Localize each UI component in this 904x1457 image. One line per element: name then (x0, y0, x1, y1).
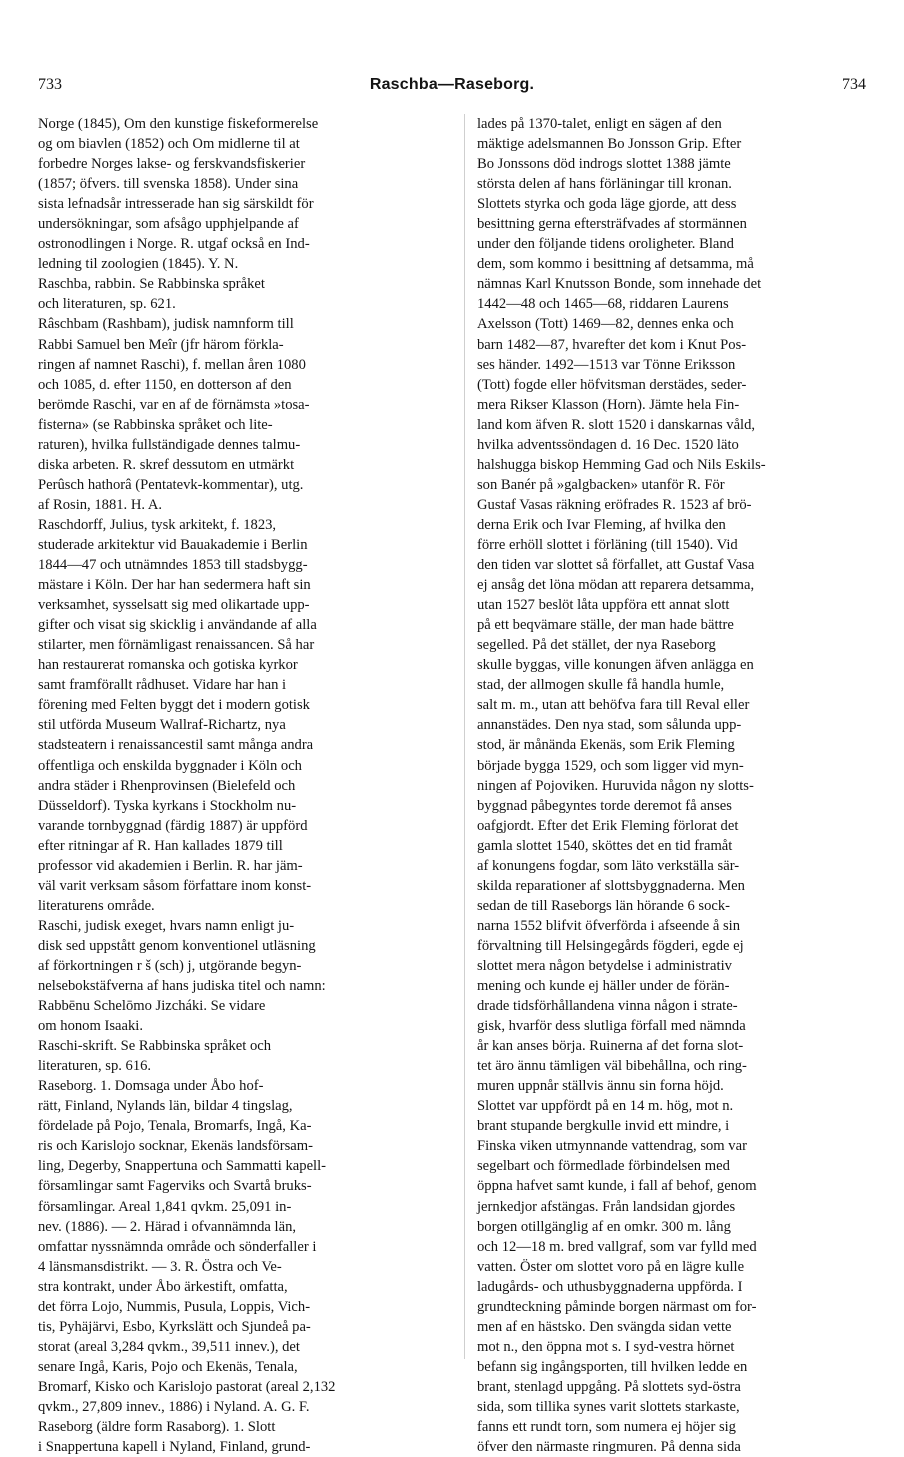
text-line: Raschi-skrift. Se Rabbinska språket och (38, 1038, 272, 1055)
text-line: stilarter, men förnämligast renaissancen. Så har (38, 637, 315, 654)
text-line: barn 1482—87, hvarefter det kom i Knut Pos- (477, 336, 747, 353)
text-line: ringen af namnet Raschi), f. mellan åren 1080 (38, 356, 306, 373)
text-line: öppna hafvet samt kunde, i fall af behof, genom (477, 1178, 757, 1195)
text-line: Raschba, rabbin. Se Rabbinska språket (38, 276, 265, 293)
text-line: studerade arkitektur vid Bauakademie i Berlin (38, 536, 308, 553)
text-line: 1844—47 och utnämndes 1853 till stadsbygg- (38, 557, 308, 574)
text-line: stad, der allmogen skulle få handla humle, (477, 677, 725, 694)
text-line: halshugga biskop Hemming Gad och Nils Eskils- (477, 456, 766, 473)
text-line: literaturens område. (38, 897, 155, 914)
text-line: storat (areal 3,284 qvkm., 39,511 innev.), det (38, 1338, 300, 1355)
text-line: Raseborg (äldre form Rasaborg). 1. Slott (38, 1419, 276, 1436)
text-line: (Tott) fogde eller höfvitsman derstädes, seder- (477, 376, 747, 393)
left-page-number: 733 (38, 76, 62, 93)
text-line: Finska viken utmynnande vattendrag, som var (477, 1138, 747, 1155)
text-line: vatten. Öster om slottet voro på en lägre kulle (477, 1258, 745, 1275)
text-line: fördelade på Pojo, Tenala, Bromarfs, Ingå, Ka- (38, 1118, 312, 1135)
text-line: sista lefnadsår intresserade han sig särskildt för (38, 196, 314, 213)
text-line: i Snappertuna kapell i Nyland, Finland, grund- (38, 1439, 311, 1456)
text-line: Raseborg. 1. Domsaga under Åbo hof- (38, 1078, 264, 1095)
text-line: Düsseldorf). Tyska kyrkans i Stockholm nu- (38, 797, 297, 814)
text-line: offentliga och enskilda byggnader i Köln och (38, 757, 302, 774)
left-column (38, 114, 458, 1456)
text-line: mera Rikser Klasson (Horn). Jämte hela Fin- (477, 396, 740, 413)
text-line: rätt, Finland, Nylands län, bildar 4 tingslag, (38, 1098, 293, 1115)
text-line: segelbart och förmedlade förbindelsen med (477, 1158, 730, 1175)
text-line: omfattar nyssnämnda område och sönderfaller i (38, 1238, 317, 1255)
text-line: diska arbeten. R. skref dessutom en utmärkt (38, 456, 295, 473)
text-line: tet äro ännu tämligen väl bibehållna, och ring- (477, 1058, 747, 1075)
text-line: Perûsch hathorâ (Pentatevk-kommentar), utg. (38, 476, 304, 493)
text-line: och 1085, d. efter 1150, en dotterson af den (38, 376, 292, 393)
text-line: ostronodlingen i Norge. R. utgaf också en Ind- (38, 236, 310, 253)
text-line: gamla slottet 1540, sköttes det en tid framåt (477, 837, 733, 854)
text-line: disk sed uppstått genom konventionel utläsning (38, 937, 316, 954)
text-line: professor vid akademien i Berlin. R. har jäm- (38, 857, 303, 874)
text-line: förre erhöll slottet i förläning (till 1540). Vid (477, 536, 738, 553)
text-line: församlingar. Areal 1,841 qvkm. 25,091 in- (38, 1198, 292, 1215)
text-line: muren uppnår ställvis ännu sin forna höjd. (477, 1078, 724, 1095)
running-title: Raschba—Raseborg. (369, 76, 535, 93)
text-line: nelsebokstäfverna af hans judiska titel och namn: (38, 978, 326, 995)
text-line: fisterna» (se Rabbinska språket och lite- (38, 416, 273, 433)
text-line: ling, Degerby, Snappertuna och Sammatti kapell- (38, 1158, 327, 1175)
text-line: utan 1527 beslöt låta uppföra ett annat slott (477, 597, 730, 614)
text-line: väl varit verksam såsom författare inom konst- (38, 877, 312, 894)
text-line: byggnad påbegyntes torde deremot få anses (477, 797, 732, 814)
text-line: brant stupande bergkulle invid ett mindre, i (477, 1118, 730, 1135)
text-line: Norge (1845), Om den kunstige fiskeformerelse (38, 116, 319, 132)
text-line: tis, Pyhäjärvi, Esbo, Kyrkslätt och Sjundeå pa- (38, 1318, 311, 1335)
text-line: nämnas Karl Knutsson Bonde, som innehade det (477, 276, 762, 293)
text-line: församlingar samt Fagerviks och Svartå bruks- (38, 1178, 312, 1195)
text-line: ej ansåg det löna mödan att reparera detsamma, (477, 577, 755, 594)
text-line: mot n., den öppna mot s. I syd-vestra hörnet (477, 1338, 735, 1355)
text-line: stod, är månända Ekenäs, som Erik Fleming (477, 737, 735, 754)
text-line: (1857; öfvers. till svenska 1858). Under sina (38, 176, 299, 193)
text-line: han restaurerat romanska och gotiska kyrkor (38, 657, 298, 674)
text-line: og om biavlen (1852) och Om midlerne til at (38, 136, 300, 153)
text-line: efter ritningar af R. Han kallades 1879 till (38, 837, 283, 854)
text-line: af förkortningen r š (sch) j, utgörande begyn- (38, 957, 302, 974)
text-line: sida, som tillika synes varit slottets starkaste, (477, 1399, 740, 1415)
text-line: narna 1552 blifvit öfverförda i afseende å sin (477, 917, 740, 934)
text-line: Raschdorff, Julius, tysk arkitekt, f. 1823, (38, 516, 277, 533)
text-line: Rabbēnu Schelōmo Jizcháki. Se vidare (38, 998, 266, 1015)
text-line: drade tidsförhållandena vinna någon i strate- (477, 998, 738, 1015)
text-line: verksamhet, sysselsatt sig med olikartade upp- (38, 597, 310, 614)
text-line: land kom äfven R. slott 1520 i danskarnas våld, (477, 416, 756, 433)
text-line: under den följande tidens oroligheter. Bland (477, 236, 734, 253)
text-line: raturen), hvilka fullständigade dennes talmu- (38, 436, 301, 453)
text-line: och literaturen, sp. 621. (38, 296, 176, 313)
text-line: fanns ett rundt torn, som numera ej höjer sig (477, 1419, 736, 1436)
text-line: segelled. På det stället, der nya Raseborg (477, 637, 716, 654)
text-line: Slottets styrka och goda läge gjorde, att dess (477, 196, 737, 213)
text-line: och 12—18 m. bred vallgraf, som var fylld med (477, 1238, 757, 1255)
text-line: andra städer i Rhenprovinsen (Bielefeld och (38, 777, 296, 794)
text-line: gifter och visat sig skicklig i användande af alla (38, 617, 317, 634)
text-line: salt m. m., utan att behöfva fara till Reval eller (477, 697, 750, 714)
text-line: Axelsson (Tott) 1469—82, dennes enka och (477, 316, 734, 333)
text-line: mening och kunde ej häller under de förän- (477, 978, 730, 995)
text-line: på ett beqvämare ställe, der man hade bättre (477, 617, 734, 634)
text-line: 4 länsmansdistrikt. — 3. R. Östra och Ve- (38, 1258, 282, 1275)
text-line: af konungens fogdar, som läto verkställa sär- (477, 857, 740, 874)
text-line: ses händer. 1492—1513 var Tönne Eriksson (477, 356, 736, 373)
text-line: Raschi, judisk exeget, hvars namn enligt ju- (38, 917, 295, 934)
text-line: son Banér på »galgbacken» utanför R. För (477, 476, 725, 493)
text-line: Gustaf Vasas räkning eröfrades R. 1523 af brö- (477, 496, 752, 513)
text-line: befann sig ingångsporten, till hvilken ledde en (477, 1358, 748, 1375)
text-line: af Rosin, 1881. H. A. (38, 496, 163, 513)
text-line: mästare i Köln. Der har han sedermera haft sin (38, 577, 311, 594)
text-line: dem, som kommo i besittning af detsamma, må (477, 256, 754, 273)
text-line: hvilka adventssöndagen d. 16 Dec. 1520 läto (477, 436, 739, 453)
text-line: literaturen, sp. 616. (38, 1058, 152, 1075)
text-line: 1442—48 och 1465—68, riddaren Laurens (477, 296, 729, 313)
text-line: förvaltning till Helsingegårds fögderi, egde ej (477, 937, 744, 954)
text-line: varande tornbyggnad (färdig 1887) är uppförd (38, 817, 308, 834)
text-line: samt framförallt rådhuset. Vidare har han i (38, 677, 287, 694)
text-line: grundteckning påminde borgen närmast om for- (477, 1298, 757, 1315)
text-line: senare Ingå, Karis, Pojo och Ekenäs, Tenala, (38, 1358, 298, 1375)
text-line: öfver den närmaste ringmuren. På denna sida (477, 1439, 741, 1456)
text-line: största delen af hans förläningar till kronan. (477, 176, 732, 193)
text-line: forbedre Norges lakse- og ferskvandsfiskerier (38, 156, 306, 173)
text-line: den tiden var slottet så förfallet, att Gustaf Vasa (477, 557, 755, 574)
text-line: om honom Isaaki. (38, 1018, 143, 1035)
text-line: sedan de till Raseborgs län hörande 6 sock- (477, 897, 731, 914)
text-line: nev. (1886). — 2. Härad i ofvannämnda län, (38, 1218, 297, 1235)
right-column (477, 114, 866, 1456)
text-line: stadsteatern i renaissancestil samt många andra (38, 737, 314, 754)
text-line: Râschbam (Rashbam), judisk namnform till (38, 316, 294, 333)
text-line: jernkedjor afstängas. Från landsidan gjordes (477, 1198, 736, 1215)
text-line: Rabbi Samuel ben Meîr (jfr härom förkla- (38, 336, 284, 353)
text-line: annanstädes. Den nya stad, som sålunda upp- (477, 717, 742, 734)
text-line: år kan anses börja. Ruinerna af det forna slot- (477, 1038, 744, 1055)
text-line: oafgjordt. Efter det Erik Fleming förlorat det (477, 817, 739, 834)
text-line: skulle byggas, ville konungen äfven anlägga en (477, 657, 754, 674)
text-line: ladugårds- och uthusbyggnaderna uppförda. I (477, 1278, 743, 1295)
text-line: stra kontrakt, under Åbo ärkestift, omfatta, (38, 1278, 288, 1295)
right-page-number: 734 (842, 76, 866, 93)
text-line: lades på 1370-talet, enligt en sägen af den (477, 116, 722, 132)
text-line: berömde Raschi, var en af de förnämsta »tosa- (38, 396, 310, 413)
text-line: ris och Karislojo socknar, Ekenäs landsförsam- (38, 1138, 314, 1155)
text-line: mäktige adelsmannen Bo Jonsson Grip. Efter (477, 136, 742, 153)
text-line: besittning gerna eftersträfvades af stormännen (477, 216, 747, 233)
text-line: stil utförda Museum Wallraf-Richartz, nya (38, 717, 286, 734)
text-line: Bo Jonssons död indrogs slottet 1388 jämte (477, 156, 731, 173)
text-line: undersökningar, som afsågo upphjelpande af (38, 216, 299, 233)
text-line: ningen af Pojoviken. Huruvida någon ny slotts- (477, 777, 754, 794)
text-line: men af en hästsko. Den svängda sidan vette (477, 1318, 732, 1335)
text-line: ledning til zoologien (1845). Y. N. (38, 256, 239, 273)
text-line: borgen otillgänglig af en omkr. 300 m. lång (477, 1218, 731, 1235)
text-line: det förra Lojo, Nummis, Pusula, Loppis, Vich- (38, 1298, 311, 1315)
text-line: Bromarf, Kisko och Karislojo pastorat (areal 2,132 (38, 1378, 336, 1395)
column-divider (464, 114, 465, 1359)
text-line: qvkm., 27,809 innev., 1886) i Nyland. A. G. F. (38, 1399, 310, 1415)
text-line: brant, stenlagd uppgång. På slottets syd-östra (477, 1378, 741, 1395)
page-header (38, 76, 866, 100)
text-line: förening med Felten byggt det i modern gotisk (38, 697, 310, 714)
text-line: började bygga 1529, och som ligger vid myn- (477, 757, 744, 774)
text-line: derna Erik och Ivar Fleming, af hvilka den (477, 516, 726, 533)
text-line: gisk, hvarför dess slutliga förfall med nämnda (477, 1018, 746, 1035)
text-line: skilda reparationer af slottsbyggnaderna. Men (477, 877, 745, 894)
text-line: slottet mera någon betydelse i administrativ (477, 957, 732, 974)
text-line: Slottet var uppfördt på en 14 m. hög, mot n. (477, 1098, 734, 1115)
